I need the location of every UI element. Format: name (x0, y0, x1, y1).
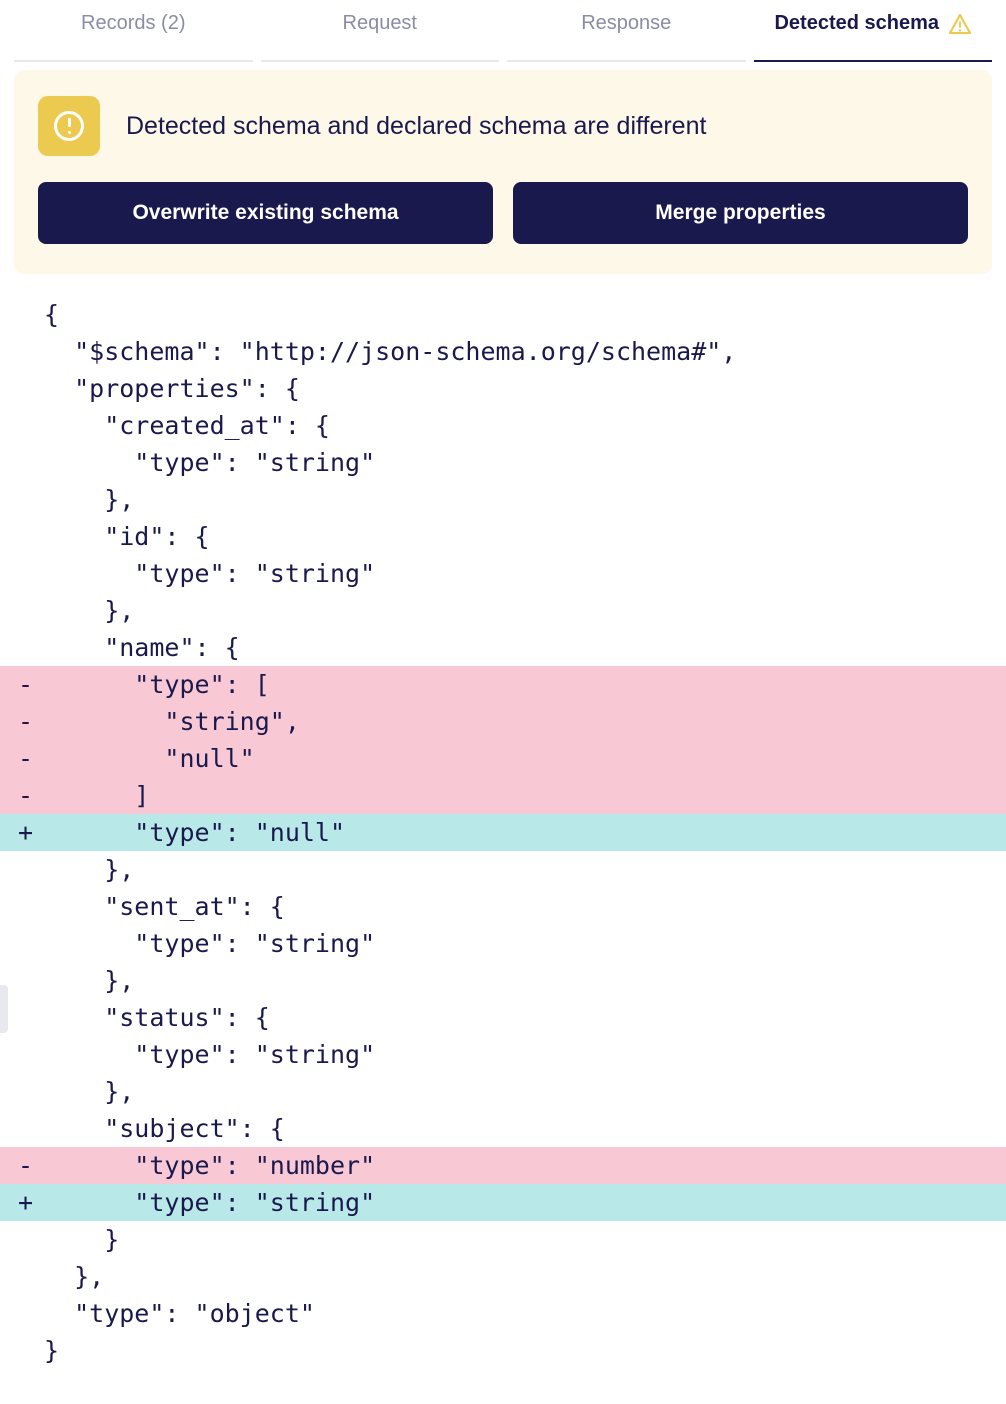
diff-line (0, 888, 1006, 925)
diff-line-text: "type": "string" (44, 1040, 376, 1069)
diff-line-text: "type": "string" (44, 448, 376, 477)
diff-line-text: "type": "string" (44, 559, 376, 588)
diff-line (0, 1036, 1006, 1073)
alert-actions (38, 182, 968, 244)
alert-header (38, 96, 968, 156)
diff-line-text: } (44, 1336, 60, 1365)
diff-line-text: }, (44, 1077, 135, 1106)
diff-line (0, 1295, 1006, 1332)
diff-line (0, 296, 1006, 333)
diff-line-text: }, (44, 966, 135, 995)
tab-detected-schema[interactable] (754, 0, 993, 62)
diff-line-text: "type": "string" (44, 929, 376, 958)
diff-line-text: "id": { (44, 522, 210, 551)
diff-line-text: }, (44, 855, 135, 884)
diff-line-text: "created_at": { (44, 411, 330, 440)
diff-line-text: "null" (44, 744, 255, 773)
merge-properties-button[interactable]: Merge properties (513, 182, 968, 244)
diff-line (0, 962, 1006, 999)
diff-line-marker: - (18, 744, 34, 773)
diff-line-marker: + (18, 818, 34, 847)
warning-triangle-icon (949, 14, 971, 34)
diff-line (0, 333, 1006, 370)
diff-line-marker: - (18, 670, 34, 699)
diff-line-text: "type": [ (44, 670, 270, 699)
diff-line-marker: + (18, 1188, 34, 1217)
schema-diff-view (0, 296, 1006, 1369)
diff-line-text: "$schema": "http://json-schema.org/schema#", (44, 337, 737, 366)
tab-bar (0, 0, 1006, 62)
exclamation-circle-icon (38, 96, 100, 156)
tab-records[interactable] (14, 0, 253, 62)
diff-line-text: "type": "string" (44, 1188, 376, 1217)
diff-line-text: }, (44, 596, 135, 625)
diff-line (0, 1073, 1006, 1110)
schema-mismatch-alert (14, 70, 992, 274)
diff-line-text: ] (44, 781, 150, 810)
diff-line-text: "name": { (44, 633, 240, 662)
diff-line (0, 555, 1006, 592)
diff-line (0, 777, 1006, 814)
tab-request-label: Request (342, 11, 417, 34)
diff-line-text: "string", (44, 707, 300, 736)
diff-line-text: "type": "null" (44, 818, 346, 847)
diff-line (0, 407, 1006, 444)
diff-line-text: "type": "object" (44, 1299, 315, 1328)
diff-line (0, 740, 1006, 777)
tab-detected-schema-label: Detected schema (774, 11, 940, 34)
tab-response-label: Response (581, 11, 672, 34)
diff-line (0, 481, 1006, 518)
diff-line (0, 999, 1006, 1036)
overwrite-existing-schema-button[interactable]: Overwrite existing schema (38, 182, 493, 244)
diff-line-marker: - (18, 1151, 34, 1180)
diff-line-text: { (44, 300, 60, 329)
diff-line-marker: - (18, 707, 34, 736)
diff-line (0, 814, 1006, 851)
diff-line (0, 370, 1006, 407)
diff-line-text: } (44, 1225, 120, 1254)
diff-line-text: "sent_at": { (44, 892, 285, 921)
tab-records-label: Records (2) (81, 11, 186, 34)
diff-line (0, 666, 1006, 703)
tab-request[interactable] (261, 0, 500, 62)
diff-line (0, 444, 1006, 481)
diff-line (0, 518, 1006, 555)
diff-line (0, 1332, 1006, 1369)
diff-line (0, 592, 1006, 629)
diff-line (0, 1221, 1006, 1258)
diff-line-marker: - (18, 781, 34, 810)
diff-line (0, 925, 1006, 962)
diff-line (0, 1184, 1006, 1221)
diff-line-text: "subject": { (44, 1114, 285, 1143)
diff-line (0, 703, 1006, 740)
alert-message: Detected schema and declared schema are different (126, 111, 707, 140)
diff-line-text: "status": { (44, 1003, 270, 1032)
diff-line-text: }, (44, 1262, 105, 1291)
diff-line-text: }, (44, 485, 135, 514)
diff-line (0, 1110, 1006, 1147)
tab-response[interactable] (507, 0, 746, 62)
diff-line (0, 629, 1006, 666)
diff-line-text: "properties": { (44, 374, 300, 403)
diff-line (0, 1258, 1006, 1295)
scrollbar-handle[interactable] (0, 985, 8, 1033)
diff-line (0, 851, 1006, 888)
diff-line-text: "type": "number" (44, 1151, 376, 1180)
diff-line (0, 1147, 1006, 1184)
